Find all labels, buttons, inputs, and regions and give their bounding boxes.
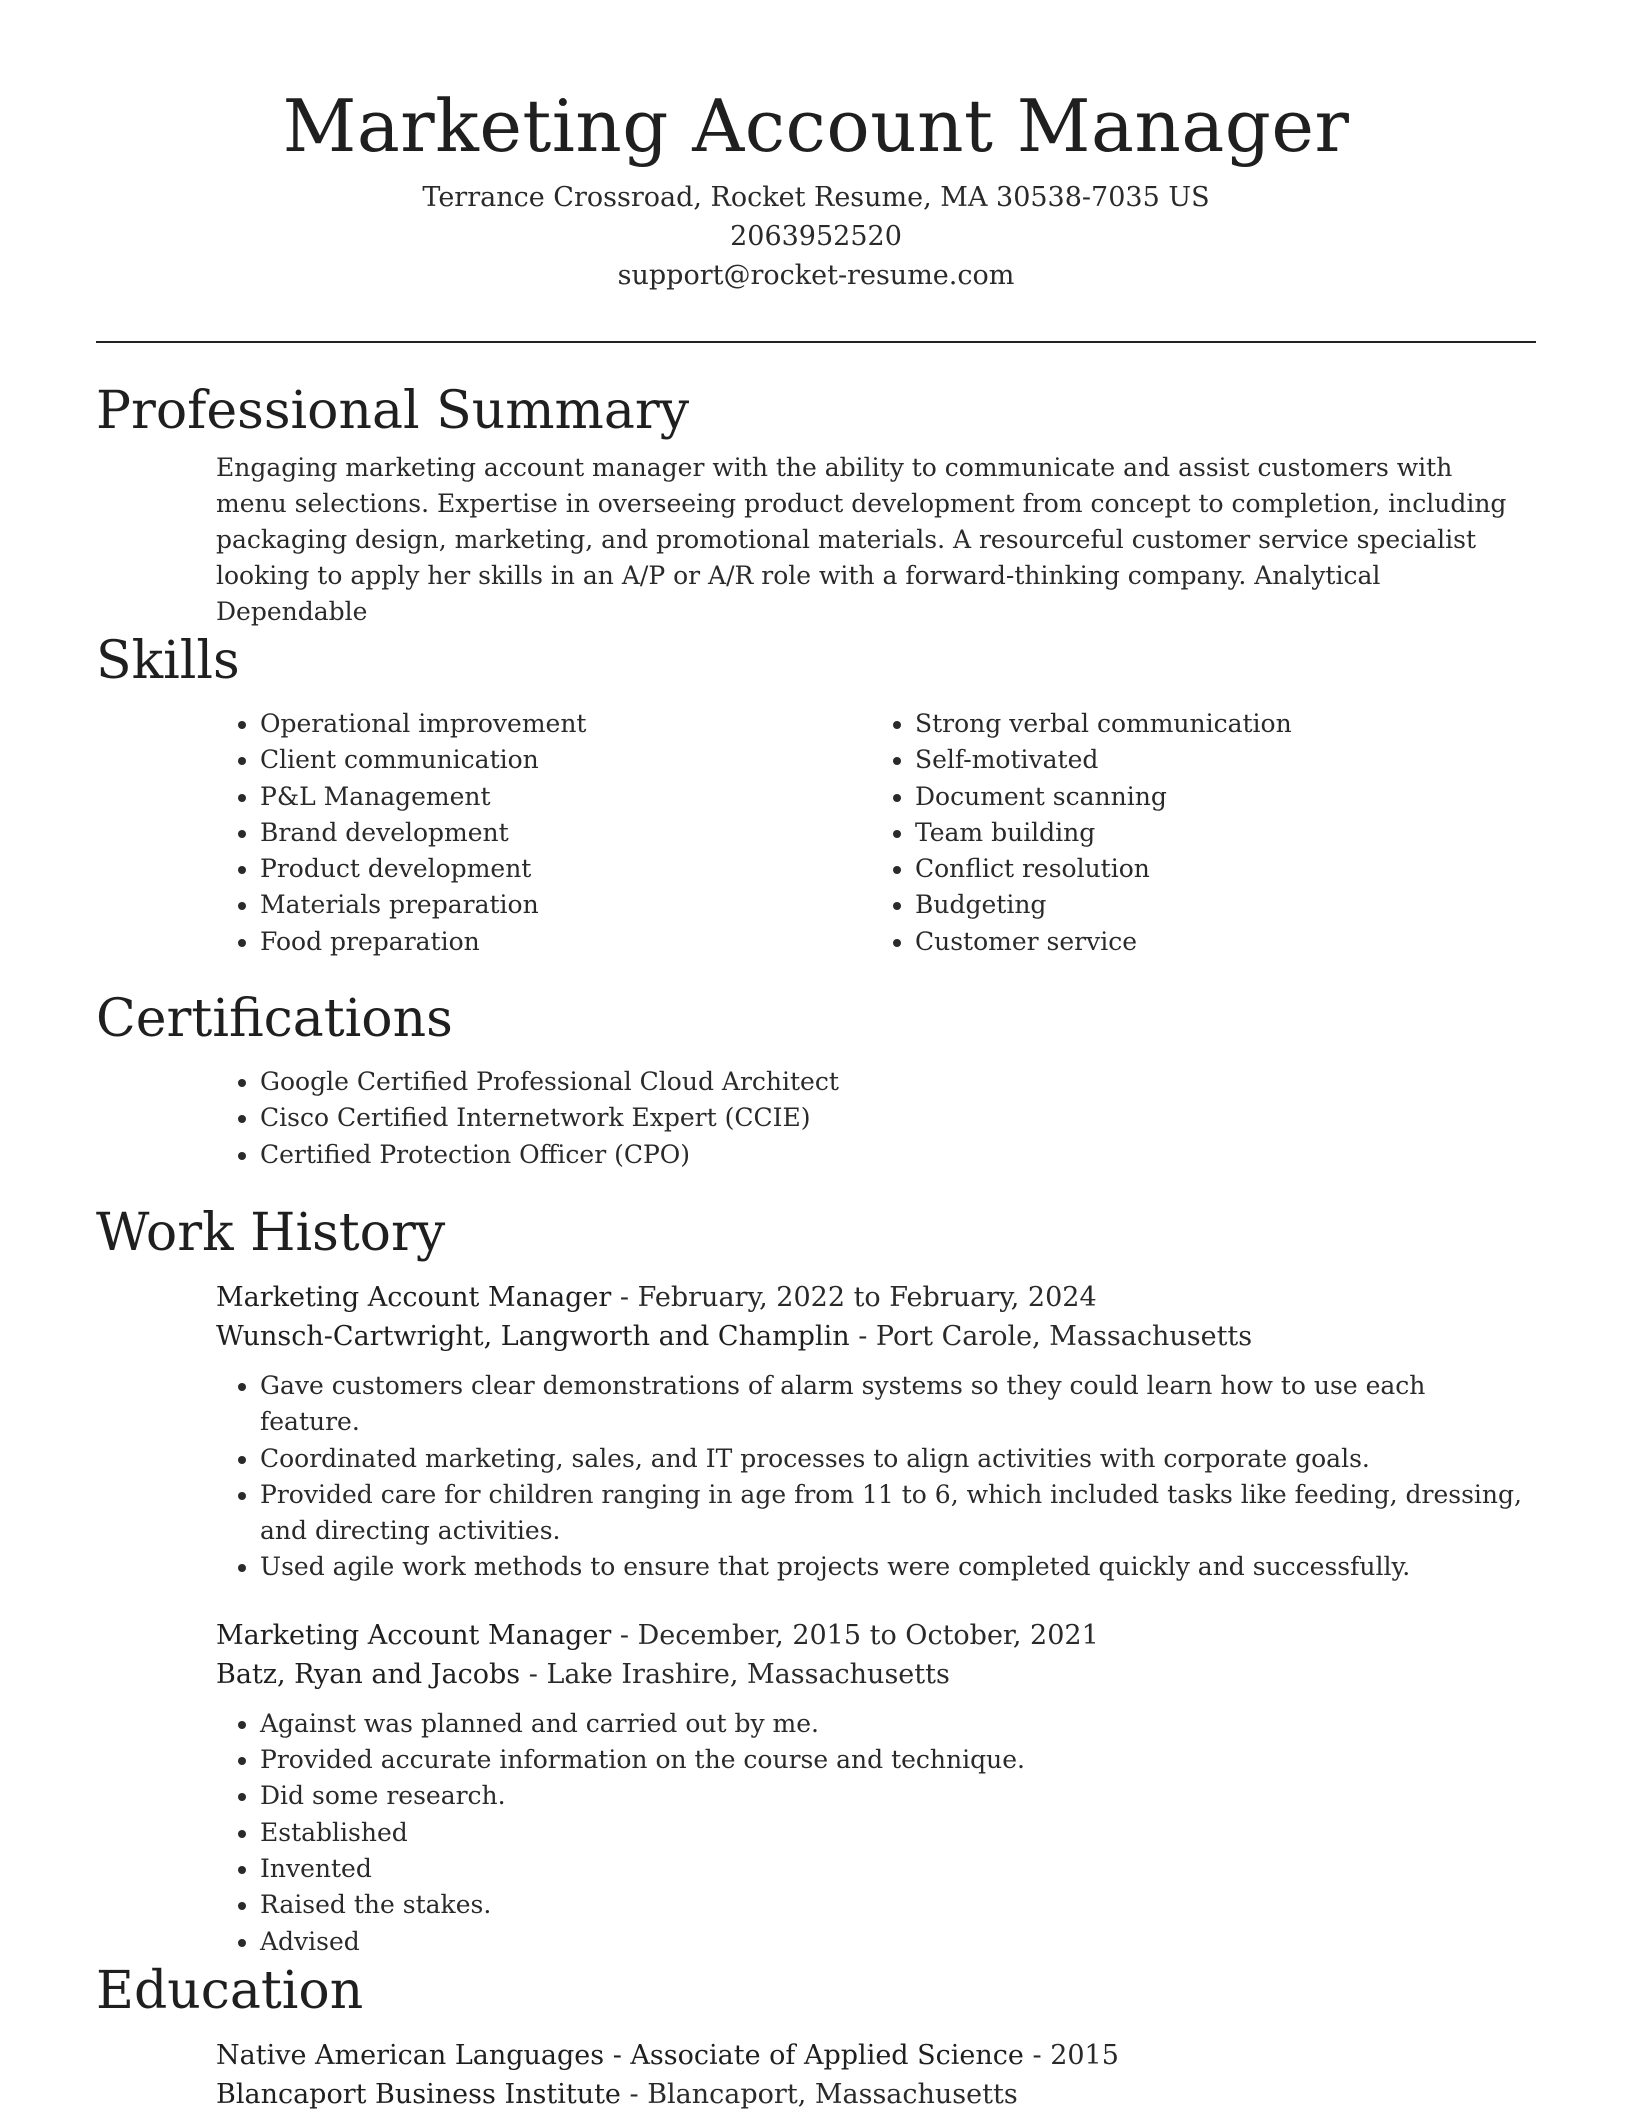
certification-item: • Google Certified Professional Cloud Architect [260,1064,1526,1100]
skill-item: • Document scanning [915,779,1526,815]
summary-title: Professional Summary [96,381,690,441]
education-entry [216,2036,1526,2114]
resume-header [96,84,1536,295]
work-history-title: Work History [96,1203,446,1263]
skill-item: • Self-motivated [915,742,1526,778]
education-school-line [216,2075,1526,2114]
job-dates: - December, 2015 to October, 2021 [611,1619,1099,1651]
skill-item: • P&L Management [260,779,871,815]
job-title-line [216,1616,1526,1655]
job-location: - Lake Irashire, Massachusetts [520,1658,950,1690]
job-bullet: • Advised [260,1924,1526,1960]
certification-item: • Cisco Certified Internetwork Expert (CCIE) [260,1100,1526,1136]
job-company-line [216,1655,1526,1694]
contact-phone: 2063952520 [730,221,902,252]
contact-email: support@rocket-resume.com [617,260,1015,291]
job-role: Marketing Account Manager [216,1619,612,1651]
education-degree: - Associate of Applied Science [604,2040,1024,2071]
skill-item: • Strong verbal communication [915,706,1526,742]
job-company: Batz, Ryan and Jacobs [216,1658,521,1690]
skill-item: • Conflict resolution [915,851,1526,887]
job-title-line [216,1278,1526,1317]
summary-section [96,380,1536,630]
certifications-list [216,1064,1526,1173]
contact-info [96,178,1536,295]
education-location: - Blancaport, Massachusetts [620,2079,1018,2110]
skills-list-right [871,706,1526,960]
education-title: Education [96,1961,364,2021]
education-field: Native American Languages [216,2040,605,2071]
job-bullet: • Did some research. [260,1778,1526,1814]
education-degree-line [216,2036,1526,2075]
job-bullet: • Provided care for children ranging in age from 11 to 6, which included tasks like feeding, dressing, and directing activities. [260,1477,1526,1550]
education-year: - 2015 [1023,2040,1119,2071]
job-bullets [216,1368,1526,1586]
job-role: Marketing Account Manager [216,1282,612,1313]
skill-item: • Food preparation [260,924,871,960]
header-divider [96,341,1536,343]
job-entry [216,1278,1526,1586]
summary-text: Engaging marketing account manager with the ability to communicate and assist customers with menu selections. Expertise in overseeing product development from concept to completion, including packaging design, marketing, and promotional materials. A resourceful customer service specialist looking to apply her skills in an A/P or A/R role with a forward-thinking company. Analytical Dependable [216,453,1507,626]
work-history-section [96,1202,1536,1960]
skill-item: • Brand development [260,815,871,851]
job-bullet: • Established [260,1815,1526,1851]
job-bullet: • Coordinated marketing, sales, and IT processes to align activities with corporate goals. [260,1441,1526,1477]
job-bullet: • Gave customers clear demonstrations of alarm systems so they could learn how to use each feature. [260,1368,1526,1441]
skill-item: • Client communication [260,742,871,778]
certification-item: • Certified Protection Officer (CPO) [260,1137,1526,1173]
job-entry [216,1616,1526,1960]
contact-address: Terrance Crossroad, Rocket Resume, MA 30538-7035 US [422,182,1210,213]
job-bullet: • Invented [260,1851,1526,1887]
job-bullet: • Used agile work methods to ensure that projects were completed quickly and successfully. [260,1549,1526,1585]
education-school: Blancaport Business Institute [216,2079,621,2110]
skills-list-left [216,706,871,960]
skill-item: • Product development [260,851,871,887]
skill-item: • Team building [915,815,1526,851]
job-company: Wunsch-Cartwright, Langworth and Champlin [216,1321,850,1352]
job-company-line [216,1317,1526,1356]
candidate-name: Marketing Account Manager [282,84,1350,168]
job-bullet: • Against was planned and carried out by me. [260,1706,1526,1742]
skills-title: Skills [96,631,240,691]
skill-item: • Operational improvement [260,706,871,742]
skill-item: • Customer service [915,924,1526,960]
job-bullet: • Raised the stakes. [260,1887,1526,1923]
certifications-section [96,988,1536,1173]
skill-item: • Budgeting [915,887,1526,923]
skills-section [96,630,1536,960]
job-location: - Port Carole, Massachusetts [849,1321,1253,1352]
certifications-title: Certifications [96,989,453,1049]
skill-item: • Materials preparation [260,887,871,923]
job-bullets [216,1706,1526,1960]
job-dates: - February, 2022 to February, 2024 [611,1282,1097,1313]
education-section [96,1960,1536,2114]
job-bullet: • Provided accurate information on the course and technique. [260,1742,1526,1778]
